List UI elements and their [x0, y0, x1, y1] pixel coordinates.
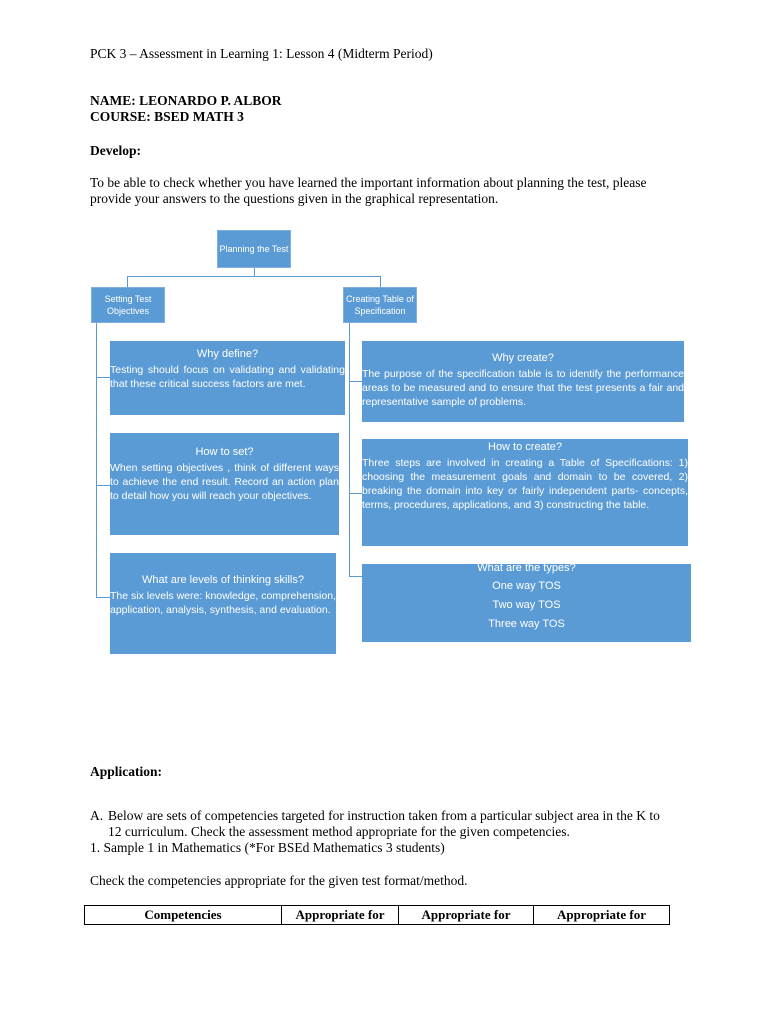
why-define-box [110, 341, 345, 415]
types-box [362, 564, 691, 642]
why-define-text: Testing should focus on validating and validating that these critical success factors are met. [110, 364, 345, 390]
header-appropriate-3: Appropriate for [534, 906, 670, 925]
left-branch-node [91, 287, 165, 323]
header-appropriate-2: Appropriate for [399, 906, 534, 925]
header-appropriate-1: Appropriate for [282, 906, 399, 925]
application-heading: Application: [90, 764, 163, 779]
how-to-set-text: When setting objectives , think of different ways to achieve the end result. Record an action plan to detail how you will reach your objectives. [110, 462, 339, 502]
type-three-way: Three way TOS [488, 618, 565, 630]
why-create-title: Why create? [492, 352, 554, 364]
student-name: NAME: LEONARDO P. ALBOR [90, 93, 282, 108]
right-tick-1 [349, 381, 362, 382]
left-tick-2 [96, 485, 110, 486]
right-spine [349, 323, 350, 577]
thinking-skills-title: What are levels of thinking skills? [141, 574, 304, 586]
item-a-prefix: A. [90, 808, 104, 823]
type-two-way: Two way TOS [492, 599, 561, 611]
right-tick-2 [349, 493, 362, 494]
develop-heading: Develop: [90, 143, 141, 158]
instruction-text: Check the competencies appropriate for the given test format/method. [90, 873, 468, 888]
root-node-label: Planning the Test [219, 244, 289, 254]
competencies-table [84, 905, 670, 925]
left-tick-1 [96, 377, 110, 378]
right-tick-3 [349, 576, 362, 577]
how-to-create-title: How to create? [488, 441, 562, 453]
connector-horizontal [127, 276, 381, 277]
types-list [362, 577, 691, 634]
why-create-box [362, 341, 684, 422]
root-node [217, 230, 291, 268]
types-title: What are the types? [477, 562, 576, 574]
item-a-line1: Below are sets of competencies targeted for instruction taken from a particular subject area in the K to [108, 808, 660, 823]
left-spine [96, 323, 97, 598]
item-a-line2: 12 curriculum. Check the assessment method appropriate for the given competencies. [108, 824, 570, 839]
right-branch-label: Creating Table of Specification [346, 294, 414, 316]
header-competencies: Competencies [85, 906, 282, 925]
how-to-set-title: How to set? [195, 446, 254, 458]
table-header-row [85, 906, 670, 925]
connector-root-down [254, 267, 255, 276]
thinking-skills-box [110, 553, 336, 654]
right-branch-node [343, 287, 417, 323]
type-one-way: One way TOS [492, 580, 561, 592]
intro-paragraph: To be able to check whether you have learned the important information about planning the test, please provide your answers to the questions given in the graphical representation. [90, 175, 647, 206]
left-tick-3 [96, 597, 110, 598]
student-course: COURSE: BSED MATH 3 [90, 109, 244, 124]
document-header: PCK 3 – Assessment in Learning 1: Lesson 4 (Midterm Period) [90, 46, 433, 61]
thinking-skills-text: The six levels were: knowledge, comprehension, application, analysis, synthesis, and evaluation. [110, 590, 336, 616]
how-to-set-box [110, 433, 339, 535]
how-to-create-text: Three steps are involved in creating a Table of Specifications: 1) choosing the measurement goals and domain to be covered, 2) breaking the domain into key or fairly independent parts- concepts, terms, procedures, applications, and 3) constructing the table. [362, 457, 688, 511]
item-1: 1. Sample 1 in Mathematics (*For BSEd Mathematics 3 students) [90, 840, 445, 855]
why-create-text: The purpose of the specification table is to identify the performance areas to be measured and to ensure that the test presents a fair and representative sample of problems. [362, 368, 684, 408]
left-branch-label: Setting Test Objectives [104, 294, 152, 316]
how-to-create-box [362, 439, 688, 546]
why-define-title: Why define? [196, 348, 259, 360]
